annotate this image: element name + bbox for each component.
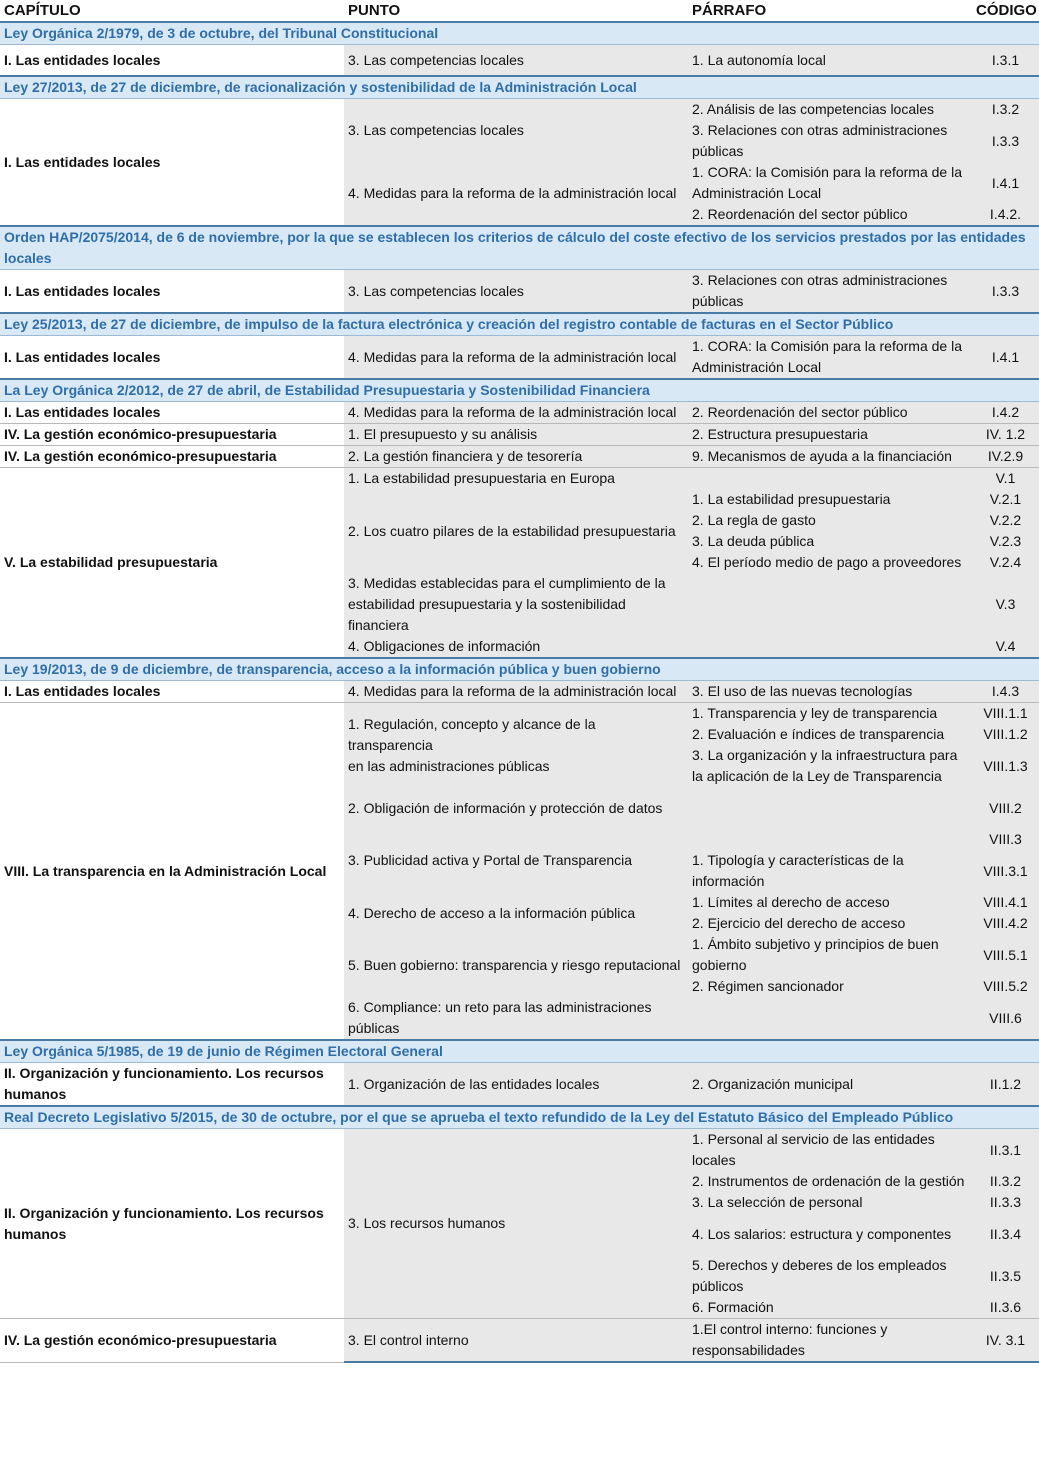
- capitulo-cell: I. Las entidades locales: [0, 336, 344, 380]
- law-title: Ley 19/2013, de 9 de diciembre, de transparencia, acceso a la información pública y buen gobierno: [0, 658, 1039, 681]
- parrafo-cell: 3. La organización y la infraestructura para la aplicación de la Ley de Transparencia: [688, 745, 972, 787]
- law-title: Real Decreto Legislativo 5/2015, de 30 de octubre, por el que se aprueba el texto refundido de la Ley del Estatuto Básico del Empleado Público: [0, 1106, 1039, 1129]
- codigo-cell: II.1.2: [972, 1063, 1039, 1107]
- punto-cell: 1. El presupuesto y su análisis: [344, 424, 688, 446]
- punto-cell: 4. Derecho de acceso a la información pública: [344, 892, 688, 934]
- codigo-cell: V.4: [972, 636, 1039, 658]
- parrafo-cell: 1. Límites al derecho de acceso: [688, 892, 972, 913]
- codigo-cell: V.2.1: [972, 489, 1039, 510]
- codigo-cell: I.4.2: [972, 402, 1039, 424]
- codigo-cell: V.1: [972, 468, 1039, 490]
- parrafo-cell: 3. La selección de personal: [688, 1192, 972, 1213]
- capitulo-cell: II. Organización y funcionamiento. Los recursos humanos: [0, 1129, 344, 1319]
- capitulo-cell: V. La estabilidad presupuestaria: [0, 468, 344, 659]
- parrafo-cell: 1. CORA: la Comisión para la reforma de la Administración Local: [688, 162, 972, 204]
- codigo-cell: IV. 1.2: [972, 424, 1039, 446]
- punto-cell: 3. Publicidad activa y Portal de Transparencia: [344, 829, 688, 892]
- codigo-cell: V.2.4: [972, 552, 1039, 573]
- parrafo-cell: 2. Ejercicio del derecho de acceso: [688, 913, 972, 934]
- punto-cell: 1. Regulación, concepto y alcance de la transparencia en las administraciones públicas: [344, 703, 688, 788]
- punto-cell: 3. Las competencias locales: [344, 270, 688, 314]
- law-title: La Ley Orgánica 2/2012, de 27 de abril, de Estabilidad Presupuestaria y Sostenibilidad Financiera: [0, 379, 1039, 402]
- punto-cell: 3. Las competencias locales: [344, 99, 688, 163]
- codigo-cell: VIII.3.1: [972, 850, 1039, 892]
- capitulo-cell: I. Las entidades locales: [0, 681, 344, 703]
- punto-cell: 2. Obligación de información y protección de datos: [344, 787, 688, 829]
- parrafo-cell: 2. Estructura presupuestaria: [688, 424, 972, 446]
- codigo-cell: II.3.3: [972, 1192, 1039, 1213]
- law-title: Ley Orgánica 5/1985, de 19 de junio de Régimen Electoral General: [0, 1040, 1039, 1063]
- codigo-cell: II.3.4: [972, 1213, 1039, 1255]
- codigo-cell: VIII.5.2: [972, 976, 1039, 997]
- parrafo-cell: 5. Derechos y deberes de los empleados públicos: [688, 1255, 972, 1297]
- codigo-cell: VIII.1.3: [972, 745, 1039, 787]
- codigo-cell: II.3.1: [972, 1129, 1039, 1172]
- punto-cell: 6. Compliance: un reto para las administraciones públicas: [344, 997, 688, 1040]
- header-capitulo: CAPÍTULO: [0, 0, 344, 22]
- codigo-cell: I.3.3: [972, 270, 1039, 314]
- codigo-cell: IV.2.9: [972, 446, 1039, 468]
- parrafo-cell: 2. Reordenación del sector público: [688, 402, 972, 424]
- punto-cell: 1. Organización de las entidades locales: [344, 1063, 688, 1107]
- codigo-cell: II.3.2: [972, 1171, 1039, 1192]
- capitulo-cell: I. Las entidades locales: [0, 270, 344, 314]
- codigo-cell: VIII.2: [972, 787, 1039, 829]
- codigo-cell: VIII.4.1: [972, 892, 1039, 913]
- parrafo-cell: 3. Relaciones con otras administraciones públicas: [688, 120, 972, 162]
- codigo-cell: IV. 3.1: [972, 1319, 1039, 1363]
- codigo-cell: VIII.6: [972, 997, 1039, 1040]
- codigo-cell: I.4.1: [972, 336, 1039, 380]
- capitulo-cell: I. Las entidades locales: [0, 45, 344, 77]
- codigo-cell: VIII.3: [972, 829, 1039, 850]
- parrafo-cell: [688, 829, 972, 850]
- parrafo-cell: 2. Régimen sancionador: [688, 976, 972, 997]
- codigo-cell: VIII.4.2: [972, 913, 1039, 934]
- codigo-cell: I.4.3: [972, 681, 1039, 703]
- parrafo-cell: 1. Tipología y características de la información: [688, 850, 972, 892]
- parrafo-cell: 2. Reordenación del sector público: [688, 204, 972, 226]
- punto-cell: 2. La gestión financiera y de tesorería: [344, 446, 688, 468]
- capitulo-cell: IV. La gestión económico-presupuestaria: [0, 1319, 344, 1363]
- codigo-cell: I.3.3: [972, 120, 1039, 162]
- parrafo-cell: [688, 787, 972, 829]
- parrafo-cell: 2. Organización municipal: [688, 1063, 972, 1107]
- punto-cell: 5. Buen gobierno: transparencia y riesgo reputacional: [344, 934, 688, 997]
- parrafo-cell: [688, 468, 972, 490]
- capitulo-cell: IV. La gestión económico-presupuestaria: [0, 424, 344, 446]
- capitulo-cell: VIII. La transparencia en la Administración Local: [0, 703, 344, 1041]
- parrafo-cell: 1. Ámbito subjetivo y principios de buen gobierno: [688, 934, 972, 976]
- parrafo-cell: 4. Los salarios: estructura y componentes: [688, 1213, 972, 1255]
- parrafo-cell: 2. Análisis de las competencias locales: [688, 99, 972, 121]
- punto-cell: 4. Medidas para la reforma de la administración local: [344, 336, 688, 380]
- parrafo-cell: [688, 573, 972, 636]
- codigo-cell: V.2.3: [972, 531, 1039, 552]
- codigo-cell: VIII.1.1: [972, 703, 1039, 725]
- capitulo-cell: I. Las entidades locales: [0, 402, 344, 424]
- capitulo-cell: I. Las entidades locales: [0, 99, 344, 227]
- punto-cell: 4. Obligaciones de información: [344, 636, 688, 658]
- parrafo-cell: 4. El período medio de pago a proveedores: [688, 552, 972, 573]
- parrafo-cell: 1. Personal al servicio de las entidades locales: [688, 1129, 972, 1172]
- punto-cell: 3. El control interno: [344, 1319, 688, 1363]
- codigo-cell: II.3.5: [972, 1255, 1039, 1297]
- parrafo-cell: 1. Transparencia y ley de transparencia: [688, 703, 972, 725]
- parrafo-cell: 1.El control interno: funciones y responsabilidades: [688, 1319, 972, 1363]
- capitulo-cell: IV. La gestión económico-presupuestaria: [0, 446, 344, 468]
- codigo-cell: I.4.2.: [972, 204, 1039, 226]
- parrafo-cell: 2. La regla de gasto: [688, 510, 972, 531]
- parrafo-cell: 1. CORA: la Comisión para la reforma de la Administración Local: [688, 336, 972, 380]
- codigo-cell: I.3.1: [972, 45, 1039, 77]
- codigo-cell: V.2.2: [972, 510, 1039, 531]
- parrafo-cell: 1. La autonomía local: [688, 45, 972, 77]
- parrafo-cell: 3. La deuda pública: [688, 531, 972, 552]
- punto-cell: 4. Medidas para la reforma de la administración local: [344, 162, 688, 226]
- header-codigo: CÓDIGO: [972, 0, 1039, 22]
- law-title: Ley Orgánica 2/1979, de 3 de octubre, del Tribunal Constitucional: [0, 22, 1039, 45]
- parrafo-cell: 2. Instrumentos de ordenación de la gestión: [688, 1171, 972, 1192]
- header-punto: PUNTO: [344, 0, 688, 22]
- punto-cell: 4. Medidas para la reforma de la administración local: [344, 402, 688, 424]
- punto-cell: 1. La estabilidad presupuestaria en Europa: [344, 468, 688, 490]
- codigo-cell: V.3: [972, 573, 1039, 636]
- capitulo-cell: II. Organización y funcionamiento. Los recursos humanos: [0, 1063, 344, 1107]
- law-title: Orden HAP/2075/2014, de 6 de noviembre, por la que se establecen los criterios de cálculo del coste efectivo de los servicios prestados por las entidades locales: [0, 226, 1039, 270]
- parrafo-cell: 2. Evaluación e índices de transparencia: [688, 724, 972, 745]
- codigo-cell: VIII.1.2: [972, 724, 1039, 745]
- parrafo-cell: 9. Mecanismos de ayuda a la financiación: [688, 446, 972, 468]
- punto-cell: 3. Medidas establecidas para el cumplimiento de la estabilidad presupuestaria y la sostenibilidad financiera: [344, 573, 688, 636]
- codigo-cell: II.3.6: [972, 1297, 1039, 1319]
- punto-cell: 3. Las competencias locales: [344, 45, 688, 77]
- codigo-cell: I.4.1: [972, 162, 1039, 204]
- parrafo-cell: 6. Formación: [688, 1297, 972, 1319]
- parrafo-cell: [688, 997, 972, 1040]
- law-title: Ley 27/2013, de 27 de diciembre, de racionalización y sostenibilidad de la Administración Local: [0, 76, 1039, 99]
- parrafo-cell: 1. La estabilidad presupuestaria: [688, 489, 972, 510]
- law-title: Ley 25/2013, de 27 de diciembre, de impulso de la factura electrónica y creación del registro contable de facturas en el Sector Público: [0, 313, 1039, 336]
- punto-cell: 3. Los recursos humanos: [344, 1129, 688, 1319]
- punto-cell: 4. Medidas para la reforma de la administración local: [344, 681, 688, 703]
- parrafo-cell: [688, 636, 972, 658]
- header-parrafo: PÁRRAFO: [688, 0, 972, 22]
- parrafo-cell: 3. El uso de las nuevas tecnologías: [688, 681, 972, 703]
- punto-cell: 2. Los cuatro pilares de la estabilidad presupuestaria: [344, 489, 688, 573]
- codigo-cell: I.3.2: [972, 99, 1039, 121]
- codigo-cell: VIII.5.1: [972, 934, 1039, 976]
- parrafo-cell: 3. Relaciones con otras administraciones públicas: [688, 270, 972, 314]
